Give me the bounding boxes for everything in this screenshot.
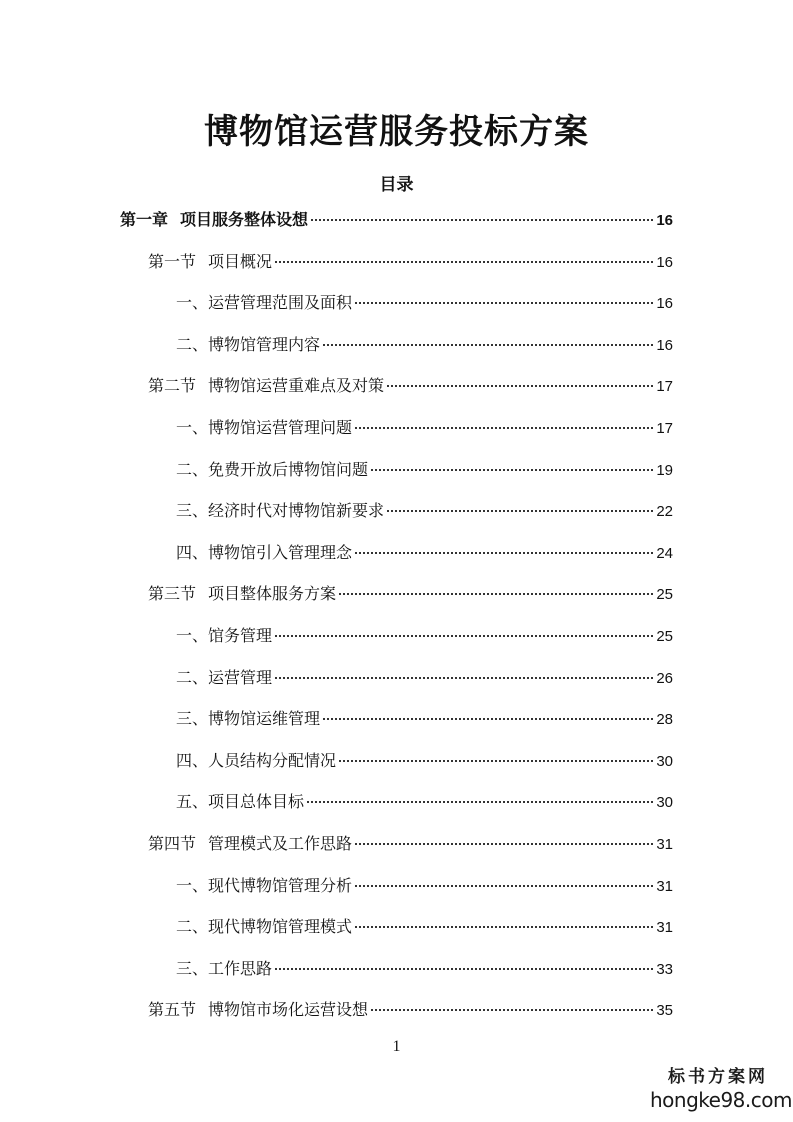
toc-entry-label <box>176 915 352 939</box>
toc-entry-label <box>176 541 352 565</box>
toc-entry-label <box>176 416 352 440</box>
toc-entry-label <box>148 250 272 274</box>
toc-dot-leader <box>355 843 653 845</box>
toc-entry-number: 第三节 <box>148 584 197 604</box>
toc-dot-leader <box>339 593 653 595</box>
toc-entry[interactable] <box>176 790 673 814</box>
toc-entry[interactable] <box>176 624 673 648</box>
toc-entry[interactable] <box>176 874 673 898</box>
toc-entry[interactable] <box>148 374 673 398</box>
toc-entry-page: 16 <box>656 336 673 354</box>
toc-entry-page: 31 <box>656 919 673 937</box>
toc-entry-number: 三、 <box>176 958 209 978</box>
toc-entry-page: 26 <box>656 669 673 687</box>
toc-entry-page: 17 <box>656 378 673 396</box>
toc-entry-page: 22 <box>656 503 673 521</box>
toc-entry[interactable] <box>176 333 673 357</box>
toc-entry-number: 第五节 <box>148 1000 197 1020</box>
toc-entry-label <box>176 624 272 648</box>
toc-heading: 目录 <box>379 175 414 195</box>
toc-entry-text: 管理模式及工作思路 <box>208 834 353 853</box>
toc-entry-label <box>176 666 272 690</box>
toc-entry[interactable] <box>176 915 673 939</box>
toc-entry-text: 博物馆运营重难点及对策 <box>208 376 385 396</box>
toc-entry[interactable] <box>176 707 673 731</box>
toc-entry-number: 四、 <box>176 750 209 770</box>
toc-entry-label <box>148 998 368 1022</box>
toc-entry-label <box>176 957 272 981</box>
toc-entry-page: 33 <box>656 960 673 978</box>
toc-entry-text: 博物馆市场化运营设想 <box>208 1000 369 1020</box>
toc-entry-label <box>148 832 352 856</box>
toc-entry-label <box>120 208 308 232</box>
toc-entry-number: 二、 <box>176 334 209 354</box>
toc-entry-text: 工作思路 <box>208 958 273 978</box>
document-title: 博物馆运营服务投标方案 <box>204 112 589 152</box>
toc-entry-number: 三、 <box>176 709 209 729</box>
toc-entry-text: 人员结构分配情况 <box>208 750 337 770</box>
toc-entry-text: 项目服务整体设想 <box>180 210 309 229</box>
toc-entry-label <box>148 582 336 606</box>
toc-entry-number: 一、 <box>176 875 209 895</box>
toc-entry-page: 19 <box>656 461 673 479</box>
toc-entry-page: 28 <box>656 711 673 729</box>
watermark-url: hongke98.com <box>650 1088 792 1112</box>
watermark-site-name: 标书方案网 <box>668 1067 768 1087</box>
toc-dot-leader <box>387 385 653 387</box>
toc-entry[interactable] <box>176 291 673 315</box>
toc-entry[interactable] <box>176 458 673 482</box>
page-number: 1 <box>392 1038 401 1055</box>
toc-dot-leader <box>339 760 653 762</box>
toc-entry-page: 35 <box>656 1002 673 1020</box>
toc-entry-page: 16 <box>656 212 673 229</box>
toc-entry-page: 24 <box>656 544 673 562</box>
toc-entry-number: 二、 <box>176 459 209 479</box>
toc-entry[interactable] <box>120 208 673 232</box>
toc-dot-leader <box>275 677 653 679</box>
toc-entry-text: 免费开放后博物馆问题 <box>208 459 369 479</box>
toc-entry-text: 经济时代对博物馆新要求 <box>208 501 385 521</box>
toc-dot-leader <box>355 926 653 928</box>
toc-dot-leader <box>371 469 653 471</box>
toc-entry-page: 16 <box>656 295 673 313</box>
toc-entry-number: 一、 <box>176 418 209 437</box>
toc-entry-text: 博物馆运维管理 <box>208 709 321 729</box>
toc-entry[interactable] <box>176 749 673 773</box>
toc-entry-number: 第一章 <box>120 210 169 229</box>
toc-dot-leader <box>307 801 653 803</box>
toc-entry-label <box>176 458 368 482</box>
toc-entry-number: 一、 <box>176 626 209 645</box>
toc-entry-number: 第四节 <box>148 834 197 853</box>
toc-entry[interactable] <box>148 250 673 274</box>
toc-entry-text: 博物馆运营管理问题 <box>208 418 353 437</box>
toc-entry-text: 运营管理范围及面积 <box>208 293 353 313</box>
toc-entry-number: 三、 <box>176 501 209 521</box>
toc-entry-label <box>148 374 384 398</box>
toc-entry-number: 一、 <box>176 293 209 313</box>
toc-entry-page: 31 <box>656 836 673 853</box>
toc-dot-leader <box>275 261 653 263</box>
toc-dot-leader <box>371 1009 653 1011</box>
toc-entry-text: 现代博物馆管理分析 <box>208 875 353 895</box>
toc-entry-number: 第一节 <box>148 251 197 271</box>
toc-entry-number: 二、 <box>176 917 209 937</box>
toc-dot-leader <box>355 427 653 429</box>
toc-entry-text: 项目总体目标 <box>208 792 305 812</box>
toc-entry[interactable] <box>176 957 673 981</box>
toc-entry-page: 25 <box>656 586 673 604</box>
toc-entry-number: 四、 <box>176 542 209 562</box>
toc-dot-leader <box>275 635 653 637</box>
toc-entry-number: 五、 <box>176 792 209 812</box>
toc-dot-leader <box>323 344 653 346</box>
toc-entry-label <box>176 749 336 773</box>
toc-entry-page: 17 <box>656 420 673 437</box>
toc-entry-page: 30 <box>656 794 673 812</box>
toc-entry-page: 16 <box>656 253 673 271</box>
toc-entry[interactable] <box>176 666 673 690</box>
site-watermark <box>650 1066 792 1112</box>
toc-entry-text: 博物馆引入管理理念 <box>208 542 353 562</box>
toc-entry[interactable] <box>148 998 673 1022</box>
toc-dot-leader <box>275 968 653 970</box>
toc-entry-text: 博物馆管理内容 <box>208 334 321 354</box>
toc-entry-number: 第二节 <box>148 376 197 396</box>
toc-dot-leader <box>355 885 653 887</box>
toc-entry-label <box>176 499 384 523</box>
toc-dot-leader <box>355 302 653 304</box>
toc-entry-page: 25 <box>656 628 673 645</box>
toc-entry-page: 30 <box>656 752 673 770</box>
toc-entry-label <box>176 790 304 814</box>
toc-dot-leader <box>311 219 653 221</box>
toc-entry-page: 31 <box>656 877 673 895</box>
toc-entry-label <box>176 707 320 731</box>
toc-entry[interactable] <box>176 416 673 440</box>
toc-dot-leader <box>355 552 653 554</box>
toc-entry-text: 馆务管理 <box>208 626 273 645</box>
toc-entry-text: 项目整体服务方案 <box>208 584 337 604</box>
toc-entry-label <box>176 291 352 315</box>
toc-entry-number: 二、 <box>176 667 209 687</box>
toc-entry-text: 项目概况 <box>208 251 273 271</box>
toc-entry-text: 现代博物馆管理模式 <box>208 917 353 937</box>
toc-entry-label <box>176 333 320 357</box>
toc-dot-leader <box>387 510 653 512</box>
toc-dot-leader <box>323 718 653 720</box>
toc-entry[interactable] <box>176 541 673 565</box>
toc-entry[interactable] <box>148 582 673 606</box>
toc-entry[interactable] <box>148 832 673 856</box>
toc-entry-text: 运营管理 <box>208 667 273 687</box>
toc-entry-label <box>176 874 352 898</box>
toc-entry[interactable] <box>176 499 673 523</box>
